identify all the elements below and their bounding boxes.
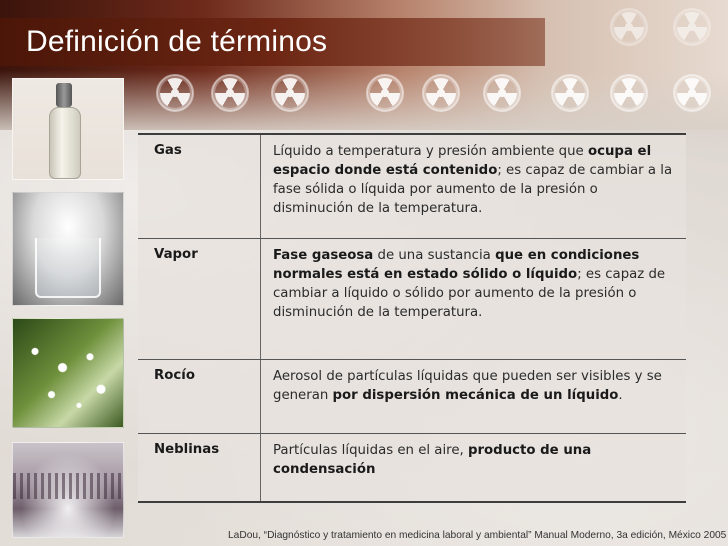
- definition-text: Partículas líquidas en el aire,: [273, 443, 468, 459]
- definition-text: ; es capaz de cambiar a líquido o sólido por aumento de la presión o disminución de la temperatura.: [273, 267, 666, 321]
- definition-emphasis: por dispersión mecánica de un líquido: [332, 387, 619, 403]
- definition-text: .: [618, 387, 623, 403]
- definition-emphasis: Fase gaseosa: [273, 248, 374, 264]
- table-row: [138, 239, 686, 360]
- definition-emphasis: producto de una condensación: [273, 443, 592, 478]
- radiation-icon: [614, 78, 644, 108]
- definition-text: Líquido a temperatura y presión ambiente que: [273, 144, 588, 159]
- definition-emphasis: ocupa el espacio donde está contenido: [273, 144, 652, 178]
- table-row: [138, 434, 686, 502]
- term-cell: Gas: [138, 134, 261, 239]
- radiation-icon: [677, 78, 707, 108]
- definition-cell: [261, 359, 687, 433]
- definition-text: Aerosol de partículas líquidas que pueden ser visibles y se generan: [273, 368, 662, 403]
- radiation-icon: [677, 12, 707, 42]
- cylinder-valve-shape: [56, 83, 72, 107]
- table-row: [138, 134, 686, 239]
- term-cell: Neblinas: [138, 434, 261, 502]
- definition-text: ; es capaz de cambiar a la fase sólida o líquida por aumento de la presión o disminución de la temperatura.: [273, 163, 673, 216]
- definition-emphasis: que en condiciones normales está en estado sólido o líquido: [273, 248, 640, 283]
- term-cell: Rocío: [138, 359, 261, 433]
- dew-drops-photo: [12, 318, 124, 428]
- radiation-icon: [614, 12, 644, 42]
- forest-silhouette: [13, 473, 123, 499]
- slide-title: Definición de términos: [26, 25, 328, 58]
- radiation-icon: [555, 78, 585, 108]
- steaming-beaker-photo: [12, 192, 124, 306]
- citation-footer: LaDou, “Diagnóstico y tratamiento en medicina laboral y ambiental” Manual Moderno, 3a edición, México 2005: [228, 530, 727, 541]
- radiation-icon: [275, 78, 305, 108]
- radiation-icon: [370, 78, 400, 108]
- cylinder-body-shape: [49, 107, 81, 179]
- definition-cell: [261, 134, 687, 239]
- radiation-icon: [487, 78, 517, 108]
- radiation-icon: [426, 78, 456, 108]
- beaker-shape: [35, 238, 101, 298]
- gas-cylinder-photo: [12, 78, 124, 180]
- terms-table: [138, 133, 686, 503]
- table-row: [138, 359, 686, 433]
- definition-cell: [261, 434, 687, 502]
- fog-over-forest-photo: [12, 442, 124, 538]
- radiation-icon: [160, 78, 190, 108]
- radiation-icon: [215, 78, 245, 108]
- definition-cell: [261, 239, 687, 360]
- term-cell: Vapor: [138, 239, 261, 360]
- definition-text: de una sustancia: [373, 248, 496, 264]
